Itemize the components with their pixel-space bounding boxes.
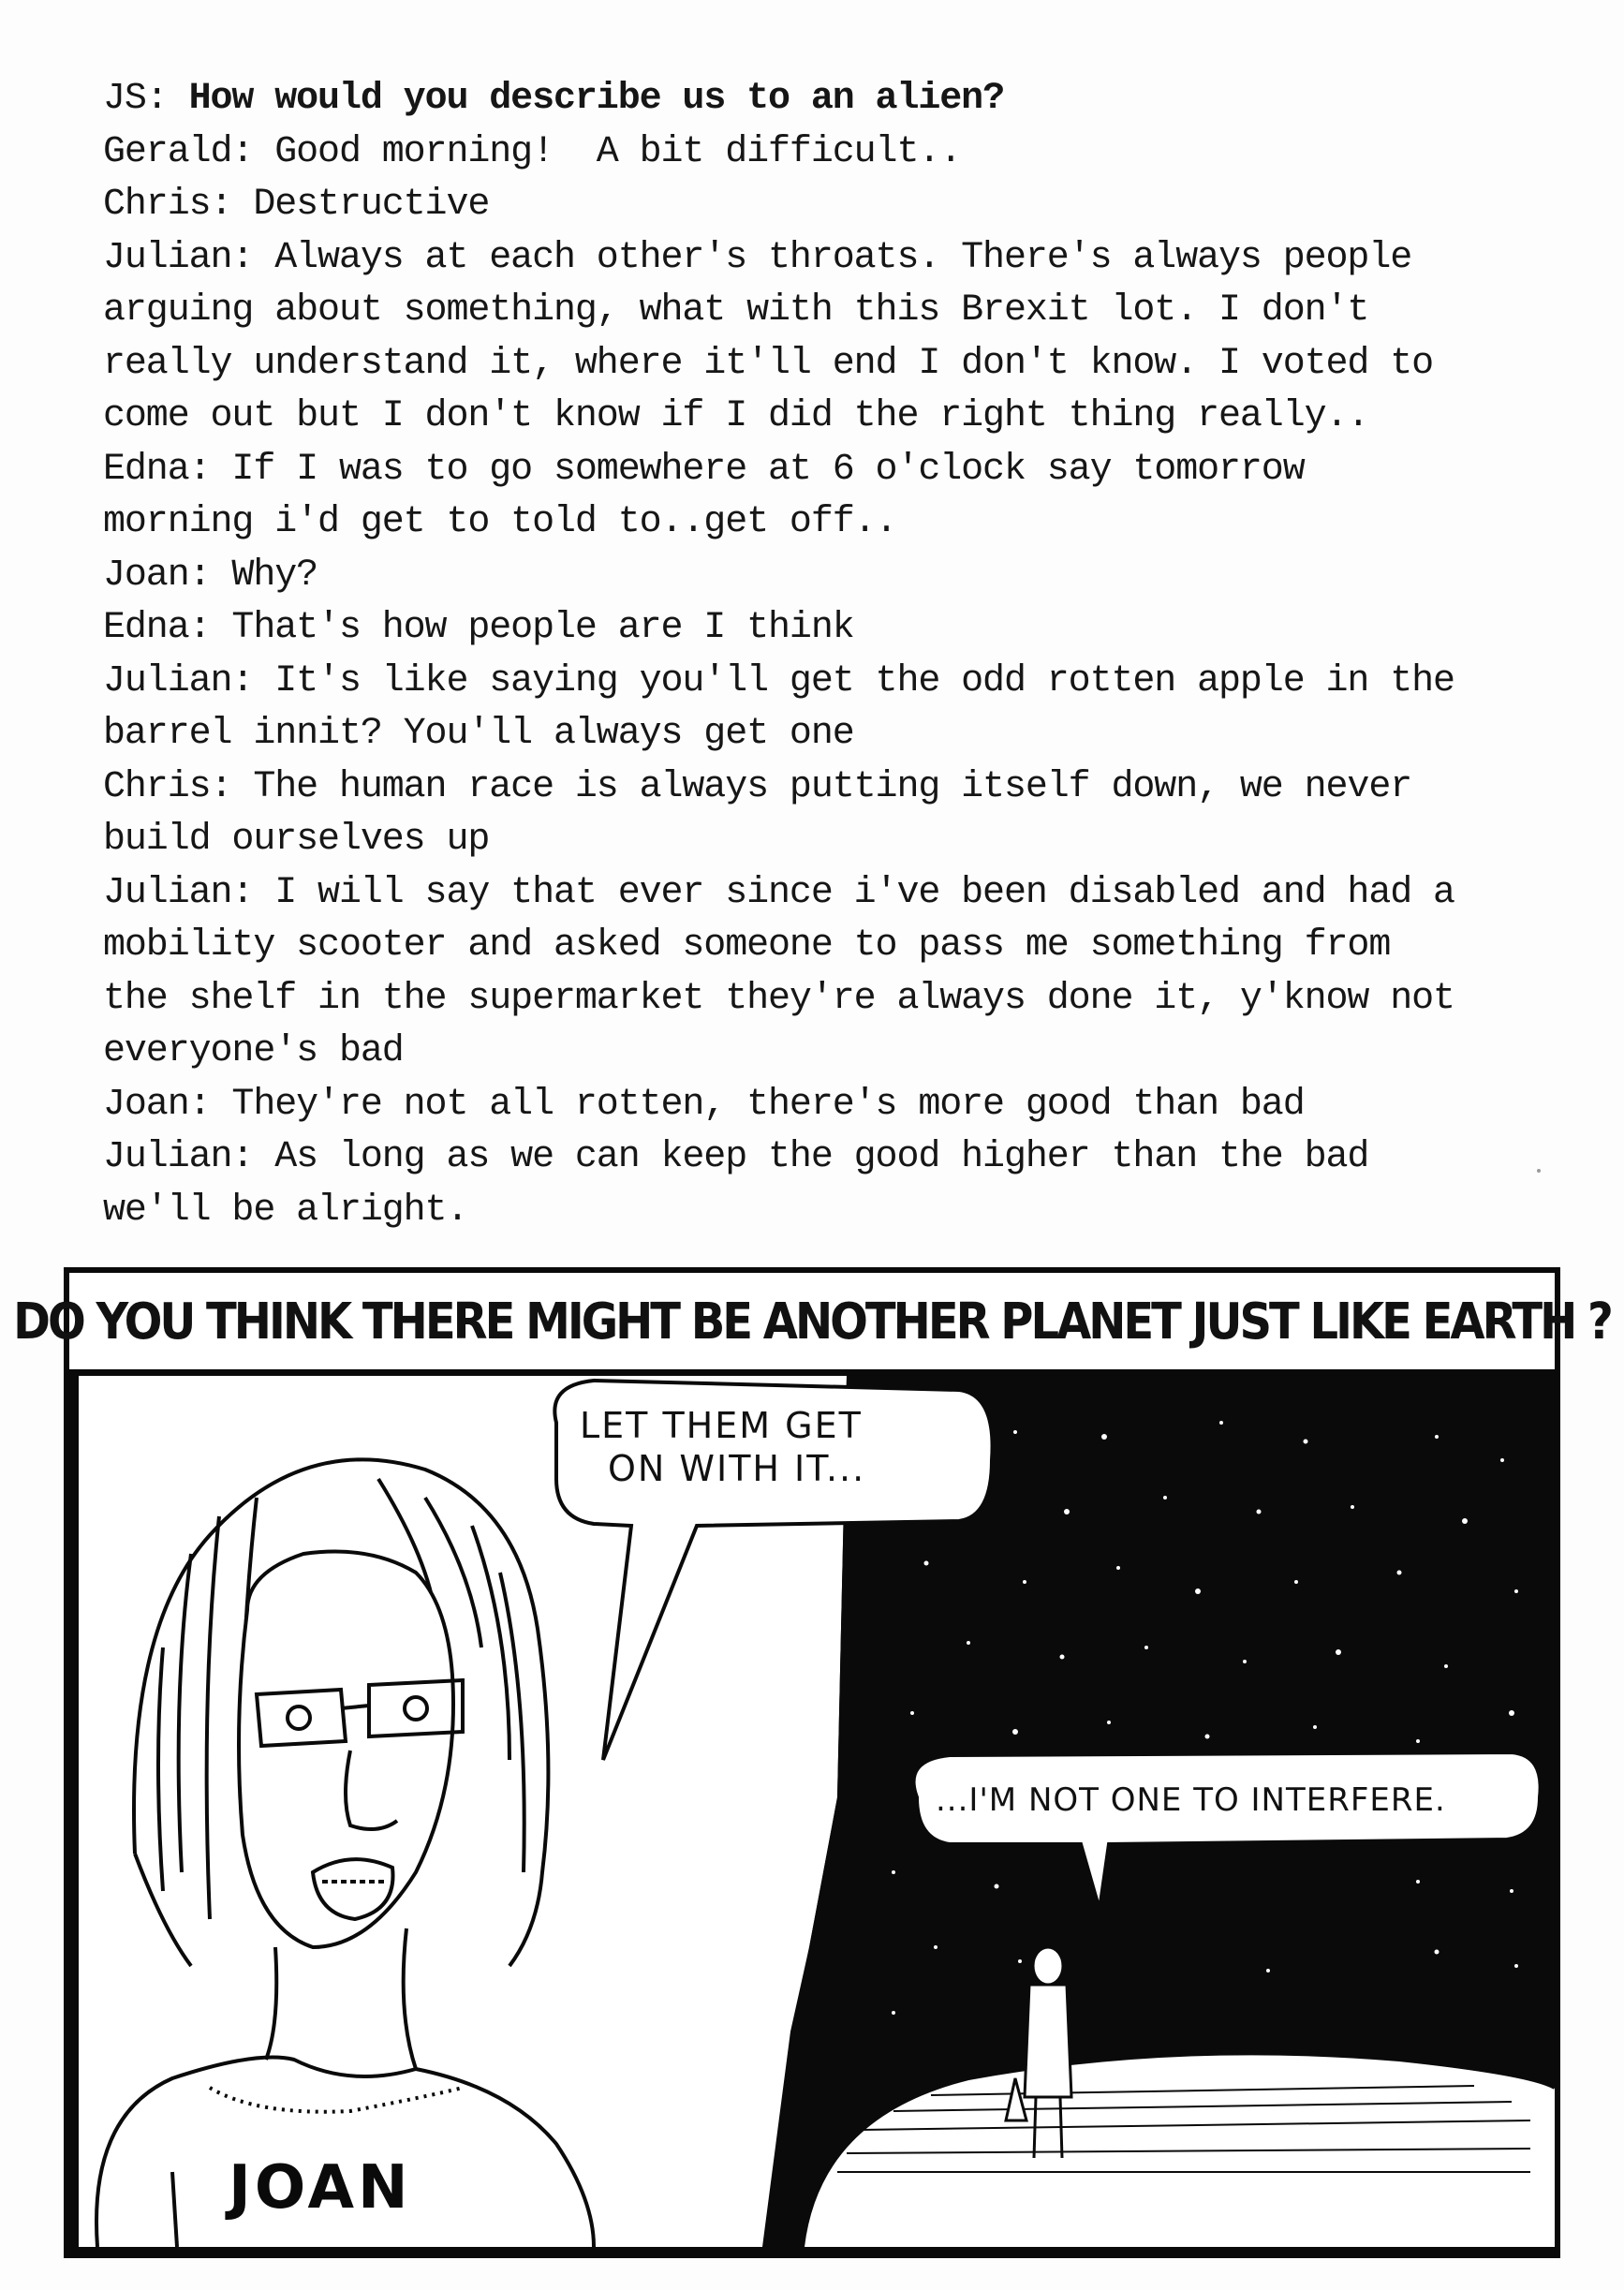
- speech-bubble-right-text: ...I'M NOT ONE TO INTERFERE.: [936, 1781, 1446, 1819]
- question-speaker: JS:: [103, 78, 168, 120]
- transcript-line: Joan: Why?: [103, 554, 318, 597]
- speech-bubble-right: [914, 1752, 1541, 1910]
- speech-line-2: ON WITH IT...: [608, 1448, 866, 1489]
- transcript-line: Julian: Always at each other's throats. There's always people: [103, 236, 1412, 279]
- transcript-line: everyone's bad: [103, 1030, 404, 1072]
- transcript-line: Edna: If I was to go somewhere at 6 o'clock say tomorrow: [103, 448, 1305, 491]
- transcript-line: morning i'd get to told to..get off..: [103, 501, 897, 543]
- transcript-line: Joan: They're not all rotten, there's more good than bad: [103, 1083, 1305, 1126]
- transcript-line: Chris: The human race is always putting itself down, we never: [103, 765, 1412, 808]
- speech-line-1: LET THEM GET: [580, 1405, 863, 1446]
- comic-panel: [13, 1267, 1611, 2258]
- transcript-line: really understand it, where it'll end I don't know. I voted to: [103, 342, 1434, 385]
- transcript-line: the shelf in the supermarket they're always done it, y'know not: [103, 977, 1454, 1020]
- transcript-line: we'll be alright.: [103, 1189, 468, 1232]
- caption-box: [13, 1273, 1611, 1374]
- transcript-line: Julian: It's like saying you'll get the odd rotten apple in the: [103, 659, 1454, 702]
- transcript-line: build ourselves up: [103, 819, 490, 861]
- paper-speck: [1537, 1169, 1541, 1173]
- transcript-line: arguing about something, what with this Brexit lot. I don't: [103, 289, 1369, 332]
- shirt-name: JOAN: [229, 2153, 412, 2223]
- transcript-line: Julian: I will say that ever since i've been disabled and had a: [103, 871, 1454, 914]
- question-text: How would you describe us to an alien?: [188, 78, 1004, 120]
- transcript-line: come out but I don't know if I did the right thing really..: [103, 395, 1369, 437]
- speech-bubble-left-text: [580, 1404, 865, 1490]
- transcript-line: Gerald: Good morning! A bit difficult..: [103, 130, 962, 173]
- transcript-line: Julian: As long as we can keep the good higher than the bad: [103, 1136, 1369, 1178]
- caption-text: DO YOU THINK THERE MIGHT BE ANOTHER PLANET JUST LIKE EARTH ?: [13, 1292, 1611, 1351]
- transcript-line: Edna: That's how people are I think: [103, 607, 854, 649]
- interview-transcript: [103, 73, 1564, 1237]
- transcript-line: mobility scooter and asked someone to pass me something from: [103, 924, 1391, 967]
- question-line: [103, 73, 1564, 126]
- transcript-line: Chris: Destructive: [103, 184, 490, 226]
- transcript-line: barrel innit? You'll always get one: [103, 713, 854, 755]
